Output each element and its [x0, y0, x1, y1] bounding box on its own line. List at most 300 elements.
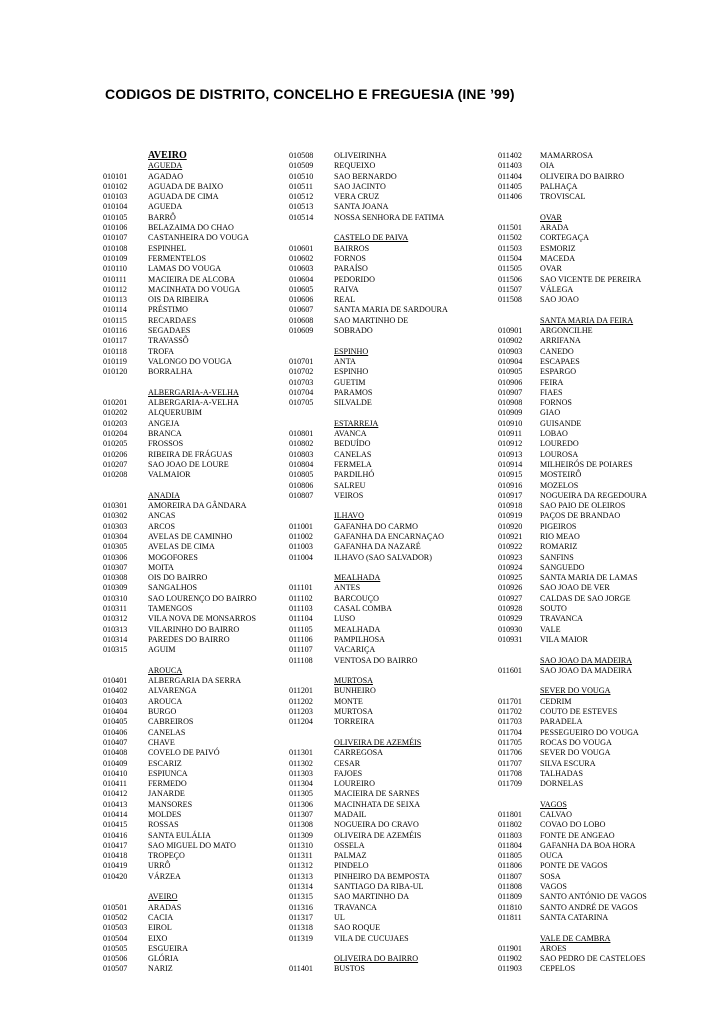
parish-name: FORNOS [540, 398, 572, 408]
parish-name: OSSELA [334, 840, 365, 850]
parish-name: GAFANHA DA NAZARÉ [334, 542, 421, 552]
parish-code: 011806 [498, 861, 522, 871]
parish-name: RAIVA [334, 284, 359, 294]
parish-code: 011301 [289, 748, 313, 758]
parish-code: 010401 [103, 676, 128, 686]
parish-code: 010907 [498, 387, 523, 397]
parish-name: CABREIROS [148, 717, 194, 727]
heading-label: AROUCA [148, 665, 183, 675]
parish-code: 010514 [289, 212, 314, 222]
parish-code: 011307 [289, 810, 313, 819]
parish-code: 011707 [498, 758, 522, 768]
parish-name: AROUCA [148, 696, 183, 706]
parish-name: BAIRROS [334, 243, 370, 253]
parish-name: SAO MARTINHO DA [334, 892, 410, 902]
parish-code: 011404 [498, 171, 522, 181]
parish-code: 010109 [103, 253, 128, 263]
parish-name: BUNHEIRO [334, 686, 376, 696]
parish-code: 010405 [103, 717, 128, 727]
parish-name: ESMORIZ [540, 243, 576, 253]
parish-code: 011303 [289, 768, 313, 778]
parish-name: REAL [334, 295, 356, 305]
parish-code: 010512 [289, 192, 314, 202]
parish-name: CANELAS [334, 449, 372, 459]
parish-name: ARADA [540, 223, 569, 233]
parish-name: CANELAS [148, 727, 186, 737]
parish-code: 011310 [289, 840, 313, 850]
parish-code: 010410 [103, 768, 128, 778]
parish-name: MOLDES [148, 810, 182, 819]
parish-name: PEDORIDO [334, 274, 375, 284]
parish-name: OIA [540, 161, 555, 171]
parish-code: 011204 [289, 717, 313, 727]
parish-code: 011313 [289, 871, 313, 881]
parish-name: MACINHATA DE SEIXA [334, 799, 421, 809]
parish-code: 010102 [103, 181, 128, 191]
parish-code: 010908 [498, 398, 523, 408]
parish-name: SAO MARTINHO DE [334, 315, 409, 325]
parish-name: ARGONCILHE [540, 326, 593, 336]
parish-name: SAO JOAO [540, 295, 579, 305]
parish-code: 010310 [103, 593, 128, 603]
parish-code: 010704 [289, 387, 314, 397]
parish-name: VEIROS [334, 490, 364, 500]
parish-code: 010926 [498, 583, 523, 593]
parish-code: 011305 [289, 789, 313, 799]
parish-code: 011704 [498, 727, 522, 737]
parish-code: 011203 [289, 707, 313, 717]
parish-name: SAO JOAO DE LOURE [148, 459, 229, 469]
parish-name: PALMAZ [334, 851, 367, 861]
parish-name: SAO JOAO DA MADEIRA [540, 665, 632, 675]
parish-name: SANTIAGO DA RIBA-UL [334, 882, 424, 892]
parish-code: 010905 [498, 367, 523, 377]
parish-code: 010105 [103, 212, 128, 222]
parish-code: 010929 [498, 614, 523, 624]
parish-code: 010408 [103, 748, 128, 758]
parish-code: 011306 [289, 799, 313, 809]
parish-code: 011801 [498, 810, 522, 819]
parish-code: 010915 [498, 470, 523, 480]
parish-code: 011002 [289, 531, 313, 541]
parish-name: LOUREDO [540, 439, 579, 449]
parish-name: OLIVEIRINHA [334, 151, 387, 160]
parish-name: ALBERGARIA-A-VELHA [148, 398, 239, 408]
parish-name: COVELO DE PAIVÓ [148, 748, 220, 758]
parish-name: ALBERGARIA DA SERRA [148, 676, 242, 686]
parish-code: 011811 [498, 912, 522, 922]
parish-name: SANTA EULÁLIA [148, 830, 211, 840]
parish-name: GAFANHA DA BOA HORA [540, 840, 636, 850]
parish-name: FERMENTELOS [148, 253, 207, 263]
parish-name: VAGOS [540, 882, 567, 892]
parish-name: AGUADA DE BAIXO [148, 181, 224, 191]
heading-label: MEALHADA [334, 573, 381, 583]
parish-code: 010309 [103, 583, 128, 593]
parish-name: VILA NOVA DE MONSARROS [148, 614, 257, 624]
parish-code: 011308 [289, 820, 313, 830]
parish-name: ESCAPAES [540, 356, 580, 366]
parish-name: URRÔ [148, 861, 171, 871]
parish-name: LOUROSA [540, 449, 579, 459]
parish-name: BUSTOS [334, 964, 365, 974]
parish-code: 011107 [289, 645, 313, 655]
parish-code: 010904 [498, 356, 523, 366]
parish-code: 010103 [103, 192, 128, 202]
parish-code: 011201 [289, 686, 313, 696]
parish-code: 010118 [103, 346, 127, 356]
parish-name: ESPARGO [540, 367, 577, 377]
parish-name: OVAR [540, 264, 562, 274]
parish-name: GUISANDE [540, 418, 582, 428]
parish-name: PARAMOS [334, 387, 373, 397]
parish-name: CEDRIM [540, 696, 572, 706]
parish-code: 011304 [289, 779, 313, 789]
parish-code: 011101 [289, 583, 313, 593]
parish-code: 010306 [103, 552, 128, 562]
parish-code: 011401 [289, 964, 313, 974]
parish-name: AVELAS DE CIMA [148, 542, 215, 552]
parish-name: SANGALHOS [148, 583, 198, 593]
parish-code: 010110 [103, 264, 127, 274]
parish-name: CEPELOS [540, 964, 576, 974]
parish-code: 010313 [103, 624, 128, 634]
parish-name: LOBAO [540, 429, 568, 439]
parish-name: COVAO DO LOBO [540, 820, 606, 830]
parish-name: MONTE [334, 696, 363, 706]
parish-name: SAO VICENTE DE PEREIRA [540, 274, 642, 284]
parish-name: DORNELAS [540, 779, 584, 789]
parish-code: 010201 [103, 398, 128, 408]
heading-label: SANTA MARIA DA FEIRA [540, 315, 634, 325]
parish-name: GLÓRIA [148, 954, 179, 964]
parish-code: 011705 [498, 737, 522, 747]
parish-name: BARCOUÇO [334, 593, 379, 603]
parish-name: CACIA [148, 912, 174, 922]
parish-name: SILVALDE [334, 398, 372, 408]
parish-code: 011311 [289, 851, 313, 861]
parish-code: 010504 [103, 933, 128, 943]
parish-name: SAO JOAO DE VER [540, 583, 610, 593]
parish-name: FIAES [540, 387, 563, 397]
parish-code: 010403 [103, 696, 128, 706]
parish-code: 010916 [498, 480, 523, 490]
parish-name: TRAVANCA [540, 614, 583, 624]
heading-label: ALBERGARIA-A-VELHA [148, 387, 239, 397]
parish-code: 010609 [289, 326, 314, 336]
parish-code: 010409 [103, 758, 128, 768]
parish-name: ALVARENGA [148, 686, 197, 696]
parish-code: 011309 [289, 830, 313, 840]
parish-code: 011001 [289, 521, 313, 531]
heading-label: CASTELO DE PAIVA [334, 233, 409, 243]
parish-code: 010307 [103, 562, 128, 572]
parish-name: PINDELO [334, 861, 369, 871]
parish-code: 010914 [498, 459, 523, 469]
parish-code: 010114 [103, 305, 127, 315]
parish-code: 011706 [498, 748, 522, 758]
parish-name: SANFINS [540, 552, 574, 562]
parish-name: EIXO [148, 933, 168, 943]
parish-code: 011317 [289, 912, 313, 922]
parish-name: VILA DE CUCUJAES [334, 933, 409, 943]
parish-name: SALREU [334, 480, 366, 490]
parish-name: VENTOSA DO BAIRRO [334, 655, 418, 665]
parish-code: 010303 [103, 521, 128, 531]
parish-code: 011319 [289, 933, 313, 943]
parish-name: ANCAS [148, 511, 176, 521]
parish-code: 011405 [498, 181, 522, 191]
parish-code: 010308 [103, 573, 128, 583]
parish-code: 011316 [289, 902, 313, 912]
parish-name: REQUEIXO [334, 161, 376, 171]
parish-name: SOBRADO [334, 326, 373, 336]
parish-code: 011103 [289, 604, 313, 614]
parish-code: 010605 [289, 284, 314, 294]
parish-name: ESPIUNCA [148, 768, 188, 778]
parish-name: VÁLEGA [540, 284, 574, 294]
parish-name: MOSTEIRÔ [540, 470, 582, 480]
parish-name: NOGUEIRA DA REGEDOURA [540, 490, 648, 500]
parish-name: MURTOSA [334, 707, 373, 717]
parish-name: EIROL [148, 923, 172, 933]
parish-name: PONTE DE VAGOS [540, 861, 608, 871]
parish-code: 010602 [289, 253, 314, 263]
parish-code: 010302 [103, 511, 128, 521]
parish-code: 011810 [498, 902, 522, 912]
parish-code: 010511 [289, 181, 313, 191]
parish-code: 010411 [103, 779, 127, 789]
parish-name: VÁRZEA [148, 871, 181, 881]
parish-code: 011402 [498, 151, 522, 160]
parish-code: 010419 [103, 861, 128, 871]
parish-name: LOUREIRO [334, 779, 375, 789]
parish-code: 010206 [103, 449, 128, 459]
parish-code: 010415 [103, 820, 128, 830]
parish-name: BRANCA [148, 429, 182, 439]
parish-name: MADAIL [334, 810, 367, 819]
parish-code: 011902 [498, 954, 522, 964]
parish-name: SANTA MARIA DE SARDOURA [334, 305, 448, 315]
parish-code: 011505 [498, 264, 522, 274]
parish-code: 010930 [498, 624, 523, 634]
parish-name: PALHAÇA [540, 181, 578, 191]
parish-code: 011004 [289, 552, 313, 562]
parish-name: OUCA [540, 851, 563, 861]
parish-code: 010601 [289, 243, 314, 253]
parish-code: 011104 [289, 614, 313, 624]
parish-code: 011708 [498, 768, 522, 778]
parish-code: 011108 [289, 655, 313, 665]
heading-label: VAGOS [540, 799, 567, 809]
parish-name: SAO LOURENÇO DO BAIRRO [148, 593, 257, 603]
parish-code: 011106 [289, 634, 313, 644]
parish-name: MACINHATA DO VOUGA [148, 284, 241, 294]
parish-code: 011003 [289, 542, 313, 552]
parish-code: 011506 [498, 274, 522, 284]
parish-code: 010208 [103, 470, 128, 480]
parish-code: 010901 [498, 326, 523, 336]
parish-code: 010910 [498, 418, 523, 428]
parish-code: 010104 [103, 202, 128, 212]
parish-code: 011502 [498, 233, 522, 243]
parish-code: 010304 [103, 531, 128, 541]
parish-code: 010802 [289, 439, 314, 449]
parish-name: SILVA ESCURA [540, 758, 596, 768]
parish-code: 010924 [498, 562, 523, 572]
parish-name: MILHEIRÓS DE POIARES [540, 459, 633, 469]
parish-name: RIBEIRA DE FRÁGUAS [148, 449, 233, 459]
parish-code: 011302 [289, 758, 313, 768]
parish-name: ARRIFANA [540, 336, 581, 346]
parish-name: AVELAS DE CAMINHO [148, 531, 233, 541]
parish-name: TROFA [148, 346, 174, 356]
parish-name: ANGEJA [148, 418, 180, 428]
parish-code: 010507 [103, 964, 128, 974]
parish-name: FEIRA [540, 377, 564, 387]
parish-code: 011318 [289, 923, 313, 933]
heading-label: SAO JOAO DA MADEIRA [540, 655, 632, 665]
parish-name: FAJOES [334, 768, 363, 778]
parish-name: SANTA CATARINA [540, 912, 609, 922]
parish-code: 011508 [498, 295, 522, 305]
parish-code: 010404 [103, 707, 128, 717]
parish-code: 010807 [289, 490, 314, 500]
parish-name: CARREGOSA [334, 748, 384, 758]
parish-name: PAREDES DO BAIRRO [148, 634, 230, 644]
parish-code: 010502 [103, 912, 128, 922]
parish-name: FONTE DE ANGEAO [540, 830, 615, 840]
parish-code: 010606 [289, 295, 314, 305]
parish-code: 010301 [103, 501, 128, 511]
parish-code: 010204 [103, 429, 128, 439]
parish-code: 010312 [103, 614, 128, 624]
heading-label: MURTOSA [334, 676, 373, 686]
parish-name: SANTA JOANA [334, 202, 389, 212]
parish-code: 010314 [103, 634, 128, 644]
parish-name: BELAZAIMA DO CHAO [148, 223, 234, 233]
parish-code: 010803 [289, 449, 314, 459]
parish-code: 010922 [498, 542, 523, 552]
parish-name: AVANCA [334, 429, 367, 439]
parish-code: 010702 [289, 367, 314, 377]
parish-code: 010805 [289, 470, 314, 480]
parish-name: TAMENGOS [148, 604, 193, 614]
parish-name: ROCAS DO VOUGA [540, 737, 612, 747]
parish-name: TORREIRA [334, 717, 375, 727]
parish-name: TROVISCAL [540, 192, 586, 202]
parish-name: TRAVANCA [334, 902, 377, 912]
parish-code: 010413 [103, 799, 128, 809]
parish-name: VALMAIOR [148, 470, 191, 480]
parish-name: MACIEIRA DE ALCOBA [148, 274, 236, 284]
heading-label: OLIVEIRA DE AZEMÉIS [334, 737, 422, 747]
parish-code: 011807 [498, 871, 522, 881]
parish-name: PIGEIROS [540, 521, 577, 531]
parish-name: AGUADA DE CIMA [148, 192, 219, 202]
parish-name: MACEDA [540, 253, 576, 263]
parish-code: 011805 [498, 851, 522, 861]
parish-code: 011314 [289, 882, 313, 892]
parish-code: 011803 [498, 830, 522, 840]
parish-code: 011403 [498, 161, 522, 171]
parish-name: VILA MAIOR [540, 634, 588, 644]
parish-code: 010106 [103, 223, 128, 233]
parish-name: COUTO DE ESTEVES [540, 707, 618, 717]
parish-code: 010113 [103, 295, 127, 305]
parish-name: SANTO ANDRÉ DE VAGOS [540, 902, 638, 912]
parish-code: 010917 [498, 490, 523, 500]
parish-code: 010801 [289, 429, 314, 439]
parish-name: SAO BERNARDO [334, 171, 397, 181]
parish-name: TRAVASSÔ [148, 336, 189, 346]
parish-name: PARADELA [540, 717, 583, 727]
parish-code: 010505 [103, 943, 128, 953]
parish-name: VALE [540, 624, 561, 634]
parish-code: 010906 [498, 377, 523, 387]
parish-code: 010420 [103, 871, 128, 881]
parish-code: 011315 [289, 892, 313, 902]
parish-name: CANEDO [540, 346, 574, 356]
parish-name: PARAÍSO [334, 264, 368, 274]
parish-code: 011802 [498, 820, 522, 830]
parish-name: AMOREIRA DA GÂNDARA [148, 501, 247, 511]
parish-code: 011808 [498, 882, 522, 892]
parish-code: 010508 [289, 151, 314, 160]
parish-name: SOSA [540, 871, 561, 881]
parish-code: 010921 [498, 531, 523, 541]
parish-name: PARDILHÓ [334, 470, 375, 480]
parish-code: 010919 [498, 511, 523, 521]
parish-name: ARADAS [148, 902, 182, 912]
parish-code: 010912 [498, 439, 523, 449]
parish-code: 011102 [289, 593, 313, 603]
parish-code: 010205 [103, 439, 128, 449]
parish-code: 010416 [103, 830, 128, 840]
heading-label: VALE DE CAMBRA [540, 933, 611, 943]
parish-code: 011202 [289, 696, 313, 706]
parish-name: SAO PAIO DE OLEIROS [540, 501, 626, 511]
parish-name: SANTA MARIA DE LAMAS [540, 573, 638, 583]
heading-label: AVEIRO [148, 892, 178, 902]
parish-code: 010414 [103, 810, 128, 819]
parish-code: 010806 [289, 480, 314, 490]
parish-code: 010510 [289, 171, 314, 181]
parish-code: 010107 [103, 233, 128, 243]
parish-code: 010804 [289, 459, 314, 469]
page-title: CODIGOS DE DISTRITO, CONCELHO E FREGUESIA (INE ’99) [105, 86, 515, 102]
parish-name: CALDAS DE SAO JORGE [540, 593, 631, 603]
parish-code: 010406 [103, 727, 128, 737]
parish-code: 010913 [498, 449, 523, 459]
parish-name: MOITA [148, 562, 174, 572]
parish-code: 011507 [498, 284, 522, 294]
heading-label: ESPINHO [334, 346, 369, 356]
parish-code: 011105 [289, 624, 313, 634]
parish-code: 011903 [498, 964, 522, 974]
parish-name: JANARDE [148, 789, 185, 799]
parish-code: 010509 [289, 161, 314, 171]
heading-label: OVAR [540, 212, 562, 222]
parish-name: FERMEDO [148, 779, 187, 789]
parish-name: SAO JACINTO [334, 181, 386, 191]
parish-name: PAMPILHOSA [334, 634, 385, 644]
parish-name: SAO ROQUE [334, 923, 381, 933]
parish-name: CASTANHEIRA DO VOUGA [148, 233, 249, 243]
parish-name: CESAR [334, 758, 361, 768]
parish-name: OLIVEIRA DO BAIRRO [540, 171, 625, 181]
parish-name: PRÉSTIMO [148, 305, 189, 315]
